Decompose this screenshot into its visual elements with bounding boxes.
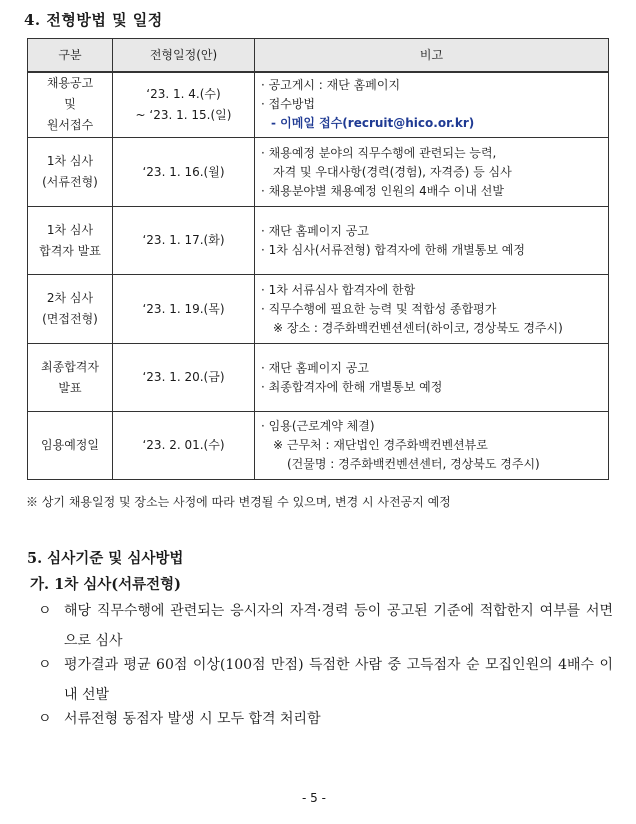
row-date xyxy=(113,72,255,138)
header-schedule: 전형일정(안) xyxy=(113,39,255,72)
category-line: 및 xyxy=(64,97,76,112)
table-header-row xyxy=(28,39,609,72)
category-line: (서류전형) xyxy=(42,175,98,189)
category-line: 2차 심사 xyxy=(46,291,94,305)
note-line: · 접수방법 xyxy=(261,97,315,112)
row-category xyxy=(28,275,113,344)
note-line: · 재단 홈페이지 공고 xyxy=(261,360,369,375)
criteria-bullet xyxy=(38,650,613,710)
table-row xyxy=(28,275,609,344)
bullet-circle-icon: ㅇ xyxy=(38,603,52,619)
row-category xyxy=(28,412,113,480)
note-line: · 1차 서류심사 합격자에 한함 xyxy=(261,282,416,297)
note-line: · 1차 심사(서류전형) 합격자에 한해 개별통보 예정 xyxy=(261,242,525,257)
category-line: 원서접수 xyxy=(46,118,94,133)
date-line: ‘23. 1. 19.(목) xyxy=(142,301,225,316)
row-date xyxy=(113,207,255,275)
row-date xyxy=(113,275,255,344)
note-line: ※ 장소 : 경주화백컨벤션센터(하이코, 경상북도 경주시) xyxy=(273,320,563,335)
category-line: 임용예정일 xyxy=(41,438,99,452)
date-line: ‘23. 1. 20.(금) xyxy=(142,370,225,384)
table-row xyxy=(28,344,609,412)
row-notes xyxy=(255,72,609,138)
section-4-title: 4. 전형방법 및 일정 xyxy=(24,11,163,29)
table-row xyxy=(28,412,609,480)
date-line: ‘23. 1. 16.(월) xyxy=(142,164,225,179)
note-line: · 채용예정 분야의 직무수행에 관련되는 능력, xyxy=(261,145,497,160)
table-row xyxy=(28,138,609,207)
row-notes xyxy=(255,138,609,207)
bullet-text: 평가결과 평균 60점 이상(100점 만점) 득점한 사람 중 고득점자 순 모집인원의 4배수 이내 선발 xyxy=(64,657,613,703)
category-line: 1차 심사 xyxy=(46,222,94,237)
category-line: 합격자 발표 xyxy=(39,243,101,258)
bullet-circle-icon: ㅇ xyxy=(38,711,52,727)
date-line: ‘23. 1. 4.(수) xyxy=(146,86,221,101)
row-category xyxy=(28,72,113,138)
table-row xyxy=(28,207,609,275)
date-line: ‘23. 1. 17.(화) xyxy=(142,233,225,247)
note-line: · 임용(근로계약 체결) xyxy=(261,419,375,433)
email-contact: - 이메일 접수(recruit@hico.or.kr) xyxy=(271,116,475,131)
subsection-a-title: 가. 1차 심사(서류전형) xyxy=(30,576,182,593)
row-category xyxy=(28,207,113,275)
date-line: ‘23. 2. 01.(수) xyxy=(142,438,225,452)
schedule-table xyxy=(27,38,609,480)
category-line: 최종합격자 xyxy=(41,359,99,374)
criteria-bullet xyxy=(38,704,613,734)
row-date xyxy=(113,412,255,480)
page-number: - 5 - xyxy=(302,791,326,805)
table-row xyxy=(28,72,609,138)
criteria-bullet xyxy=(38,596,613,656)
bullet-circle-icon: ㅇ xyxy=(38,657,52,673)
header-category: 구분 xyxy=(28,39,113,72)
note-line: ※ 근무처 : 재단법인 경주화백컨벤션뷰로 xyxy=(273,438,488,452)
row-category xyxy=(28,344,113,412)
note-line: · 직무수행에 필요한 능력 및 적합성 종합평가 xyxy=(261,301,497,316)
note-line: 자격 및 우대사항(경력(경험), 자격증) 등 심사 xyxy=(273,164,512,179)
date-line: ~ ‘23. 1. 15.(일) xyxy=(135,107,232,122)
row-notes xyxy=(255,344,609,412)
row-category xyxy=(28,138,113,207)
row-notes xyxy=(255,275,609,344)
category-line: 1차 심사 xyxy=(46,154,94,168)
row-date xyxy=(113,138,255,207)
row-notes xyxy=(255,412,609,480)
header-notes: 비고 xyxy=(255,39,609,72)
schedule-footnote: ※ 상기 채용일정 및 장소는 사정에 따라 변경될 수 있으며, 변경 시 사전공지 예정 xyxy=(26,495,451,509)
note-line: · 재단 홈페이지 공고 xyxy=(261,223,369,238)
bullet-text: 서류전형 동점자 발생 시 모두 합격 처리함 xyxy=(64,711,321,727)
bullet-text: 해당 직무수행에 관련되는 응시자의 자격·경력 등이 공고된 기준에 적합한지 여부를 서면으로 심사 xyxy=(64,603,613,649)
category-line: 채용공고 xyxy=(46,76,94,91)
category-line: (면접전형) xyxy=(42,312,98,326)
category-line: 발표 xyxy=(58,380,82,395)
row-date xyxy=(113,344,255,412)
section-5-title: 5. 심사기준 및 심사방법 xyxy=(27,550,184,567)
row-notes xyxy=(255,207,609,275)
note-line: (건물명 : 경주화백컨벤션센터, 경상북도 경주시) xyxy=(287,457,540,471)
note-line: · 채용분야별 채용예정 인원의 4배수 이내 선발 xyxy=(261,183,504,198)
note-line: · 공고게시 : 재단 홈페이지 xyxy=(261,78,401,93)
note-line: · 최종합격자에 한해 개별통보 예정 xyxy=(261,379,443,394)
